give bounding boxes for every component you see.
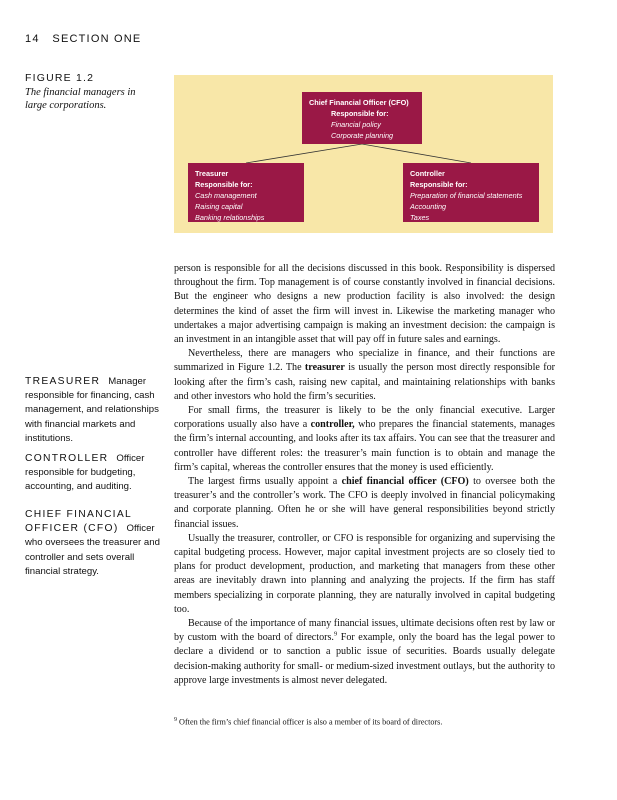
paragraph: person is responsible for all the decisions discussed in this book. Responsibility is dispersed throughout the firm. Top management is of course constantly involved in financial decisions. But the engineer who designs a new production facility is also involved: the design determines the kind of asset the firm will invest in. Likewise the marketing manager who undertakes a major advertising campaign is making an investment decision: the campaign is an investment in an intangible asset that will pay off in future sales and earnings. <box>174 263 555 346</box>
glossary-definition: Manager responsible for financing, cash management, and relationships with financial markets and institutions. <box>25 376 159 444</box>
key-term: chief financial officer (CFO) <box>341 476 469 488</box>
cfo-title: Chief Financial Officer (CFO) <box>309 98 409 107</box>
treasurer-item: Cash management <box>195 191 257 200</box>
glossary-cfo <box>25 508 163 579</box>
footnote-marker: 9 <box>174 717 177 723</box>
controller-responsible-label: Responsible for: <box>410 180 468 189</box>
connector-cfo-treasurer <box>246 144 362 163</box>
page-number: 14 <box>25 33 40 45</box>
treasurer-responsible-label: Responsible for: <box>195 180 253 189</box>
figure-caption: The financial managers in large corporations. <box>25 87 136 111</box>
controller-box <box>403 163 539 222</box>
glossary-definition: Officer who oversees the treasurer and controller and sets overall financial strategy. <box>25 523 160 577</box>
section-title: SECTION ONE <box>52 33 142 45</box>
key-term: treasurer <box>304 362 345 374</box>
key-term: controller, <box>310 419 355 431</box>
page-header <box>25 33 141 45</box>
cfo-item: Financial policy <box>331 120 381 129</box>
paragraph: Usually the treasurer, controller, or CFO is responsible for organizing and supervising the capital budgeting process. However, major capital investment projects are so closely tied to plans for product development, production, and marketing that managers from these other areas are inevitably drawn into planning and analyzing the projects. If the firm has staff members specializing in corporate planning, they are naturally involved in capital budgeting too. <box>174 532 555 615</box>
paragraph: Because of the importance of many financial issues, ultimate decisions often rest by law or by custom with the board of directors.$^9$ For example, only the board has the legal power to declare a dividend or to sanction a public issue of securities. Boards usually delegate decision-making authority for small- or medium-sized investment outlays, but the authority to approve large investments is almost never delegated. <box>174 618 555 686</box>
glossary-controller <box>25 452 163 495</box>
paragraph: The largest firms usually appoint a chief financial officer (CFO) to oversee both the treasurer’s and the controller’s work. The CFO is deeply involved in financial policymaking and corporate planning. Often he or she will have general responsibilities beyond strictly financial issues. <box>174 476 556 530</box>
glossary-definition: Officer responsible for budgeting, accounting, and auditing. <box>25 453 145 493</box>
paragraph: Nevertheless, there are managers who specialize in finance, and their functions are summarized in Figure 1.2. The treasurer is usually the person most directly responsible for looking after the firm’s cash, raising new capital, and maintaining relationships with banks and other investors who hold the firm’s securities. <box>174 348 555 402</box>
treasurer-item: Raising capital <box>195 202 243 211</box>
treasurer-item: Banking relationships <box>195 213 265 222</box>
cfo-responsible-label: Responsible for: <box>331 109 389 118</box>
glossary-term: CHIEF FINANCIAL OFFICER (CFO) <box>25 509 132 535</box>
controller-item: Taxes <box>410 213 430 222</box>
footnote-ref: 9 <box>333 630 338 638</box>
controller-title: Controller <box>410 169 445 178</box>
glossary-treasurer <box>25 375 163 446</box>
connector-cfo-controller <box>362 144 471 163</box>
figure-label: FIGURE 1.2 <box>25 72 95 84</box>
treasurer-box <box>188 163 304 222</box>
glossary-term: CONTROLLER <box>25 453 109 464</box>
glossary-term: TREASURER <box>25 376 101 387</box>
cfo-item: Corporate planning <box>331 131 394 140</box>
controller-item: Preparation of financial statements <box>410 191 523 200</box>
footnote <box>174 717 555 727</box>
org-chart-figure <box>174 75 553 233</box>
footnote-text: Often the firm’s chief financial officer is also a member of its board of directors. <box>177 717 443 727</box>
cfo-box <box>302 92 422 144</box>
body-text <box>174 262 555 688</box>
paragraph: For small firms, the treasurer is likely to be the only financial executive. Larger corporations usually also have a controller, who prepares the financial statements, manages the firm’s internal accounting, and looks after its tax affairs. You can see that the treasurer and controller have different roles: the treasurer’s main function is to obtain and manage the firm’s capital, whereas the controller ensures that the money is used efficiently. <box>174 405 555 473</box>
controller-item: Accounting <box>410 202 447 211</box>
treasurer-title: Treasurer <box>195 169 229 178</box>
